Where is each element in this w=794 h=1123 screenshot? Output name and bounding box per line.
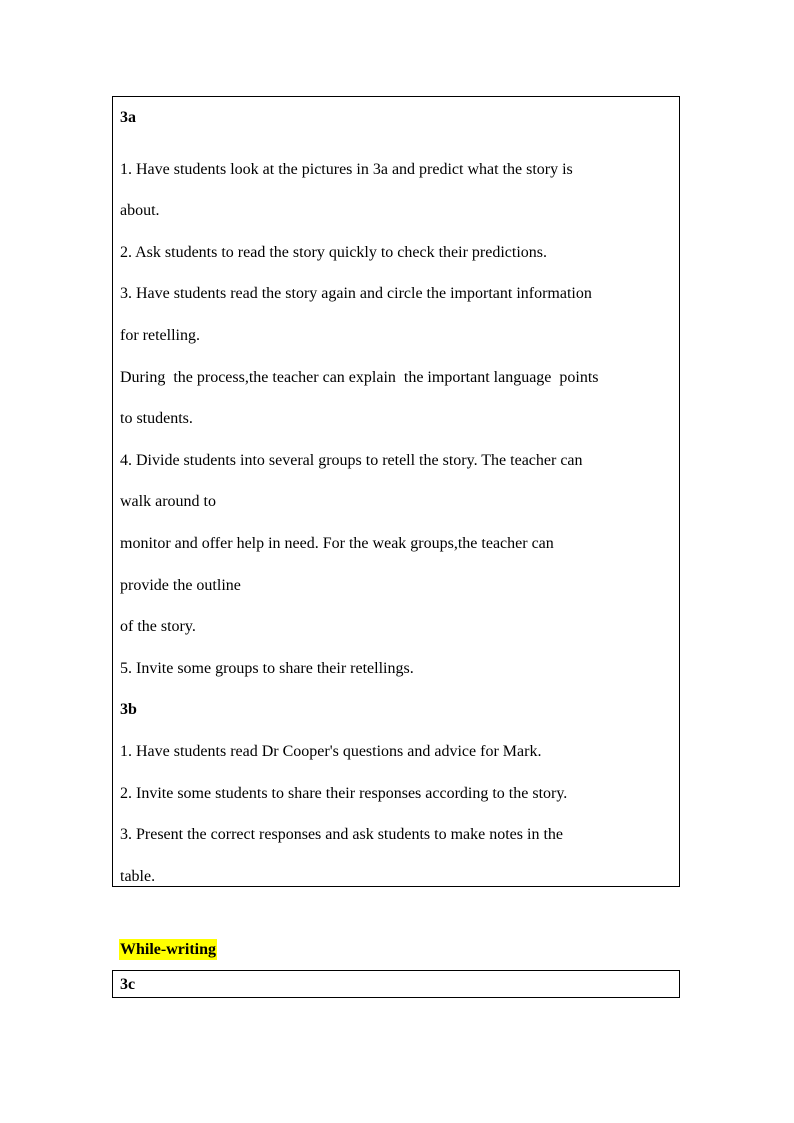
- step-line: During the process,the teacher can explain the important language points: [120, 368, 599, 386]
- step-line: of the story.: [120, 618, 196, 636]
- step-line: to students.: [120, 410, 193, 428]
- section-heading-3b: 3b: [120, 701, 137, 719]
- step-line: for retelling.: [120, 326, 200, 344]
- procedure-box: [112, 96, 680, 887]
- step-line: walk around to: [120, 493, 216, 511]
- while-writing-box: [112, 970, 680, 998]
- step-line: about.: [120, 202, 160, 220]
- section-heading-3a: 3a: [120, 109, 136, 126]
- step-line: 5. Invite some groups to share their retellings.: [120, 659, 414, 677]
- step-line: 1. Have students read Dr Cooper's questions and advice for Mark.: [120, 742, 542, 760]
- step-line: 4. Divide students into several groups to retell the story. The teacher can: [120, 451, 583, 469]
- section-heading-3c: 3c: [120, 976, 136, 993]
- step-line: 3. Have students read the story again and circle the important information: [120, 285, 592, 303]
- while-writing-label: While-writing: [120, 941, 216, 958]
- step-line: 1. Have students look at the pictures in 3a and predict what the story is: [120, 160, 573, 178]
- step-line: provide the outline: [120, 576, 241, 594]
- step-line: monitor and offer help in need. For the weak groups,the teacher can: [120, 534, 554, 552]
- step-line: 3. Present the correct responses and ask students to make notes in the: [120, 826, 563, 844]
- step-line: 2. Invite some students to share their responses according to the story.: [120, 784, 568, 802]
- step-line: table.: [120, 867, 156, 885]
- step-line: 2. Ask students to read the story quickly to check their predictions.: [120, 243, 548, 261]
